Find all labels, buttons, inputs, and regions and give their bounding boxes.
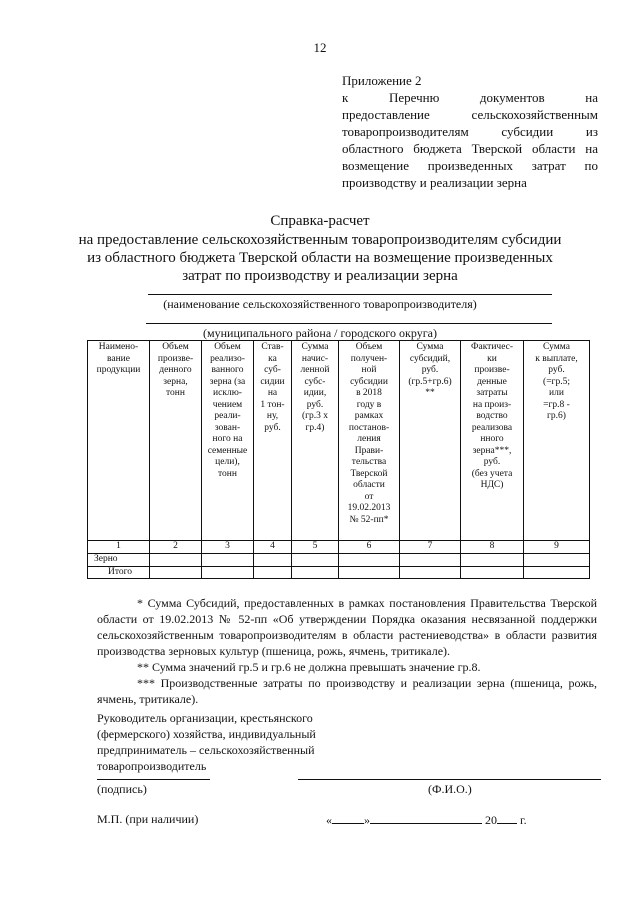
doc-title: Справка-расчет (270, 213, 370, 229)
appendix-word: Перечню (388, 90, 440, 105)
table-cell (254, 566, 292, 579)
calculation-table (87, 340, 590, 579)
table-cell (524, 554, 590, 567)
appendix-block (342, 72, 598, 191)
table-cell (339, 566, 400, 579)
municipality-caption: (муниципального района / городского округа) (203, 326, 437, 340)
date-year-blank (497, 812, 517, 824)
column-number: 3 (202, 541, 254, 554)
doc-subtitle-line: на предоставление сельскохозяйственным товаропроизводителям субсидии (78, 232, 562, 248)
table-cell (461, 554, 524, 567)
column-header-text: Сумма начис- ленной субс- идии, руб. (гр.3 х гр.4) (300, 342, 330, 433)
column-header (292, 341, 339, 541)
row-label-grain: Зерно (88, 554, 150, 567)
column-number: 5 (292, 541, 339, 554)
appendix-body: предоставление сельскохозяйственным товаропроизводителям субсидии из областного бюджета Тверской области на возмещение произведенных затрат по производству и реализации зерна (342, 107, 598, 190)
column-number-row (88, 541, 590, 554)
column-number: 2 (150, 541, 202, 554)
doc-subtitle-line: затрат по производству и реализации зерна (182, 268, 458, 284)
table-cell (400, 566, 461, 579)
column-header (254, 341, 292, 541)
doc-subtitle-line: из областного бюджета Тверской области на возмещение произведенных (87, 250, 553, 266)
producer-caption: (наименование сельскохозяйственного товаропроизводителя) (163, 297, 477, 311)
column-number: 6 (339, 541, 400, 554)
producer-fill-line (148, 294, 552, 295)
footnote-3: *** Производственные затраты по производству и реализации зерна (пшеница, рожь, ячмень, тритикале). (97, 676, 597, 706)
column-header-text: Став- ка суб- сидии на 1 тон- ну, руб. (260, 342, 285, 433)
date-month-blank (370, 812, 482, 824)
column-number: 1 (88, 541, 150, 554)
appendix-word: на (585, 90, 598, 105)
signatory-title: Руководитель организации, крестьянского (фермерского) хозяйства, индивидуальный предприниматель – сельскохозяйственный товаропроизводитель (97, 711, 316, 773)
date-quote-open: « (326, 813, 332, 827)
column-header (524, 341, 590, 541)
row-label-total: Итого (88, 566, 150, 579)
appendix-first-line (342, 89, 598, 106)
table-row (88, 554, 590, 567)
date-quote-close: » (364, 813, 370, 827)
page-number: 12 (313, 40, 327, 55)
column-header (88, 341, 150, 541)
footnote-2: ** Сумма значений гр.5 и гр.6 не должна превышать значение гр.8. (137, 660, 481, 674)
date-day-blank (332, 812, 364, 824)
table-cell (254, 554, 292, 567)
column-header (202, 341, 254, 541)
date-year-suffix: г. (520, 813, 527, 827)
column-header-text: Объем получен- ной субсидии в 2018 году в рамках постанов- ления Прави- тельства Тверской области от 19.02.2013 № 52-пп* (347, 342, 391, 525)
column-header-text: Объем реализо- ванного зерна (за исклю- чением реали- зован- ного на семенные цели), тонн (207, 342, 248, 479)
footnote-1: * Сумма Субсидий, предоставленных в рамках постановления Правительства Тверской области от 19.02.2013 № 52-пп «Об утверждении Порядка оказания несвязанной поддержки сельскохозяйственным товаропроизводителям в области растениеводства» в области развития производства зерновых культур (пшеница, рожь, ячмень, тритикале). (97, 596, 597, 658)
footnotes (97, 595, 597, 707)
name-caption: (Ф.И.О.) (428, 782, 472, 796)
table-cell (400, 554, 461, 567)
column-header-text: Фактичес- ки произве- денные затраты на произ- водство реализова нного зерна***, руб. (без учета НДС) (470, 342, 514, 490)
column-header (400, 341, 461, 541)
table-cell (524, 566, 590, 579)
name-line (298, 779, 601, 780)
appendix-word: к (342, 90, 349, 105)
date-century: 20 (485, 813, 497, 827)
table-cell (202, 566, 254, 579)
appendix-word: документов (479, 90, 545, 105)
column-header-text: Сумма субсидий, руб. (гр.5+гр.6) ** (408, 342, 452, 398)
table-row (88, 566, 590, 579)
column-header-text: Сумма к выплате, руб. (=гр.5; или =гр.8 - гр.6) (535, 342, 578, 421)
column-number: 8 (461, 541, 524, 554)
column-header (339, 341, 400, 541)
table-cell (202, 554, 254, 567)
table-cell (292, 566, 339, 579)
table-cell (339, 554, 400, 567)
appendix-label: Приложение 2 (342, 73, 422, 88)
table-cell (150, 554, 202, 567)
column-header (461, 341, 524, 541)
stamp-label: М.П. (при наличии) (97, 812, 199, 826)
table-cell (150, 566, 202, 579)
column-header-text: Наимено- вание продукции (96, 342, 141, 375)
table-cell (292, 554, 339, 567)
municipality-fill-line (146, 323, 552, 324)
date-field (326, 812, 527, 828)
table-cell (461, 566, 524, 579)
column-number: 4 (254, 541, 292, 554)
column-number: 7 (400, 541, 461, 554)
signature-line (97, 779, 210, 780)
signature-caption: (подпись) (97, 782, 147, 796)
column-number: 9 (524, 541, 590, 554)
column-header-text: Объем произве- денного зерна, тонн (157, 342, 194, 398)
column-header (150, 341, 202, 541)
table-header-row (88, 341, 590, 541)
